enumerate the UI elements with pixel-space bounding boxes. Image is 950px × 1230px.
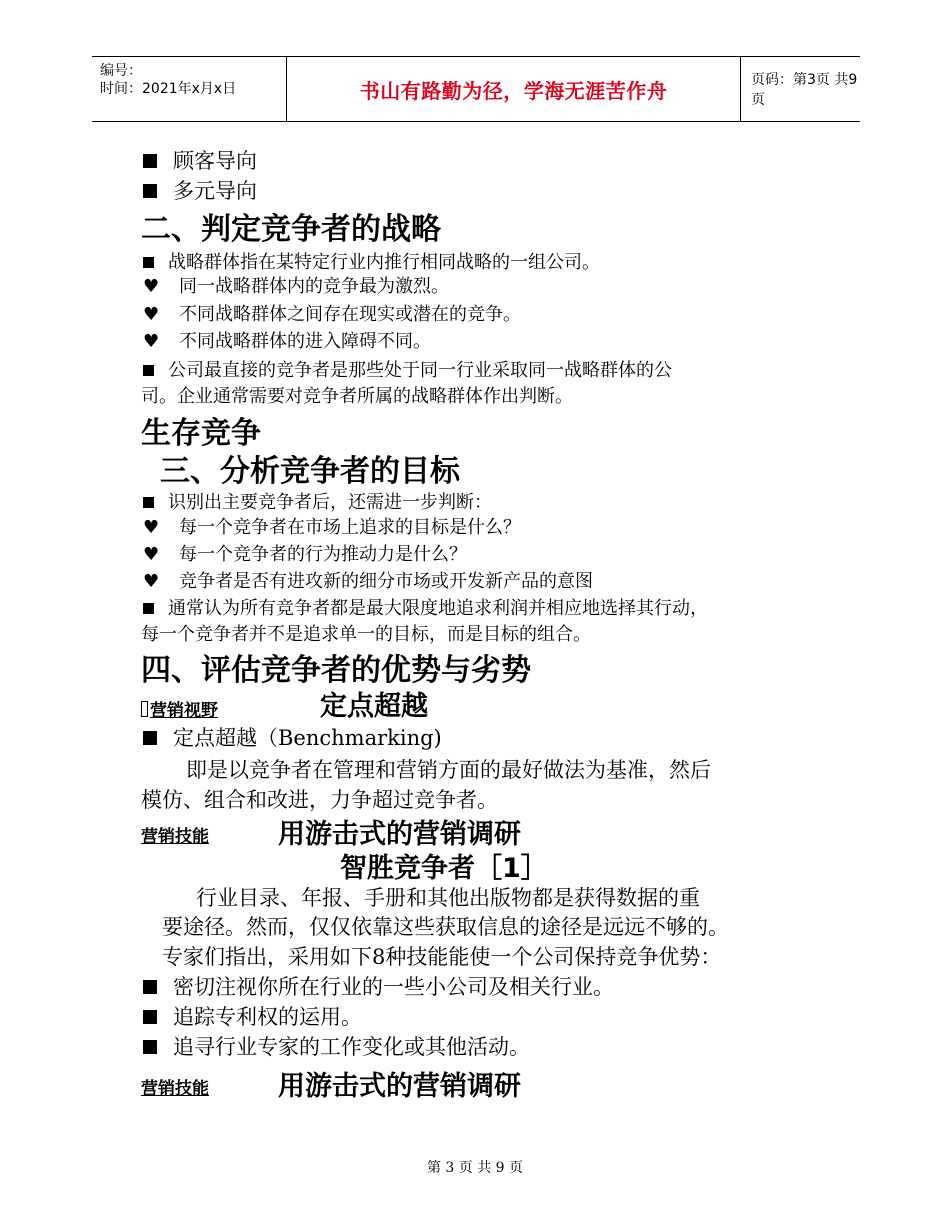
square-bullet-icon [143, 365, 154, 376]
header-time: 时间：2021年x月x日 [100, 81, 237, 97]
square-bullet-icon [143, 980, 157, 994]
subheading: 定点超越 [320, 691, 428, 722]
bullet-item: 追踪专利权的运用。 [143, 1001, 362, 1031]
square-bullet-icon [143, 603, 154, 614]
paragraph-line: 模仿、组合和改进，力争超过竞争者。 [141, 788, 498, 812]
header-motto-cell [286, 57, 741, 121]
subheading: 智胜竞争者［1］ [340, 853, 548, 884]
tag-label: 营销技能 [141, 827, 209, 847]
section-heading: 二、判定竞争者的战略 [141, 212, 441, 247]
heart-item: ♥ 每一个竞争者在市场上追求的目标是什么？ [143, 517, 521, 538]
subheading: 用游击式的营销调研 [278, 819, 521, 850]
heart-item: ♥ 不同战略群体的进入障碍不同。 [143, 331, 431, 352]
heart-bullet-icon: ♥ [143, 276, 160, 297]
section-heading: 生存竞争 [141, 416, 261, 451]
header-page-info: 页码：第3页 共9页 [751, 72, 858, 108]
paragraph-line: 每一个竞争者并不是追求单一的目标，而是目标的组合。 [141, 624, 591, 645]
square-bullet-icon [143, 1010, 157, 1024]
page-header [92, 56, 860, 122]
paragraph-line: 行业目录、年报、手册和其他出版物都是获得数据的重 [196, 886, 700, 910]
tag-label: 营销技能 [141, 1079, 209, 1099]
bullet-item: 追寻行业专家的工作变化或其他活动。 [143, 1031, 530, 1061]
heart-item: ♥ 不同战略群体之间存在现实或潜在的竞争。 [143, 304, 521, 325]
section-heading: 三、分析竞争者的目标 [160, 454, 460, 489]
square-bullet-icon [143, 154, 157, 168]
header-motto: 书山有路勤为径，学海无涯苦作舟 [359, 78, 668, 103]
heart-bullet-icon: ♥ [143, 544, 160, 565]
subheading: 用游击式的营销调研 [278, 1071, 521, 1102]
section-heading: 四、评估竞争者的优势与劣势 [141, 653, 531, 688]
bullet-item: 识别出主要竞争者后，还需进一步判断： [143, 488, 492, 514]
heart-bullet-icon: ♥ [143, 571, 160, 592]
tag-label: 营销视野 [141, 696, 218, 721]
bullet-item: 公司最直接的竞争者是那些处于同一行业采取同一战略群体的公 [143, 356, 672, 382]
square-bullet-icon [143, 731, 157, 745]
heart-item: ♥ 每一个竞争者的行为推动力是什么？ [143, 544, 467, 565]
bullet-item: 多元导向 [143, 175, 257, 205]
paragraph-line: 专家们指出，采用如下8种技能能使一个公司保持竞争优势： [162, 945, 722, 969]
bullet-item: 定点超越（Benchmarking) [143, 722, 442, 752]
heart-item: ♥ 竞争者是否有进攻新的细分市场或开发新产品的意图 [143, 571, 593, 592]
bullet-item: 顾客导向 [143, 145, 257, 175]
square-bullet-icon [143, 257, 154, 268]
bullet-item: 通常认为所有竞争者都是最大限度地追求利润并相应地选择其行动， [143, 594, 708, 620]
heart-bullet-icon: ♥ [143, 304, 160, 325]
header-code: 编号： [100, 63, 142, 79]
heart-bullet-icon: ♥ [143, 331, 160, 352]
paragraph-line: 即是以竞争者在管理和营销方面的最好做法为基准，然后 [186, 758, 711, 782]
heart-item: ♥ 同一战略群体内的竞争最为激烈。 [143, 276, 449, 297]
page-footer: 第 3 页 共 9 页 [426, 1160, 524, 1176]
bullet-item: 密切注视你所在行业的一些小公司及相关行业。 [143, 971, 614, 1001]
paragraph-line: 要途径。然而，仅仅依靠这些获取信息的途径是远远不够的。 [162, 915, 729, 939]
square-bullet-icon [143, 184, 157, 198]
header-meta [92, 57, 286, 121]
box-glyph-icon [141, 701, 148, 717]
bullet-item: 战略群体指在某特定行业内推行相同战略的一组公司。 [143, 248, 600, 274]
heart-bullet-icon: ♥ [143, 517, 160, 538]
square-bullet-icon [143, 497, 154, 508]
paragraph-line: 司。企业通常需要对竞争者所属的战略群体作出判断。 [141, 386, 573, 407]
square-bullet-icon [143, 1040, 157, 1054]
